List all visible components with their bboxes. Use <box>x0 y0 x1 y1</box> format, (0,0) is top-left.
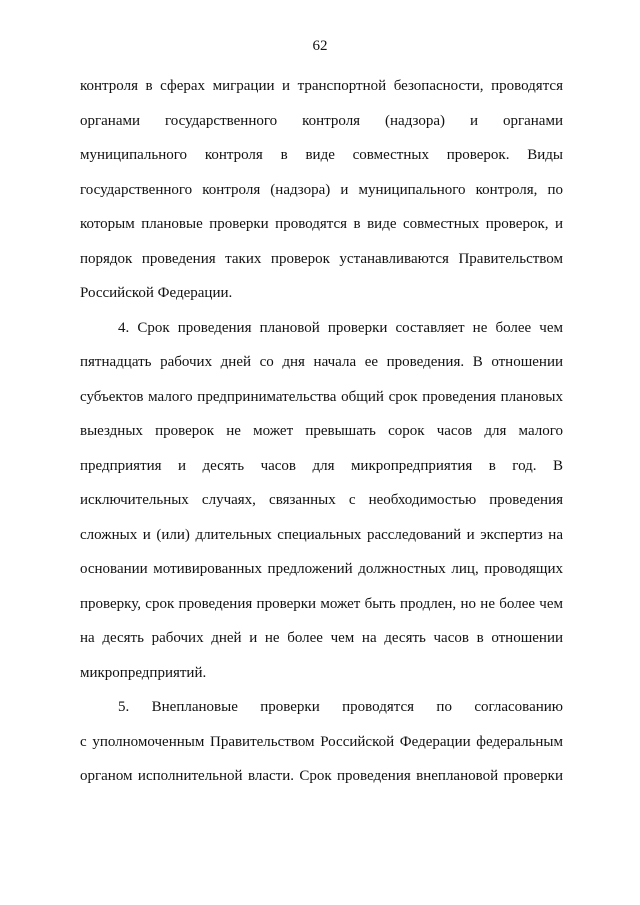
paragraph-4-line-11: микропредприятий. <box>80 664 207 681</box>
paragraph-5-line-2: с уполномоченным Правительством Российской Федерации федеральным <box>80 733 563 750</box>
paragraph-4-line-8: основании мотивированных предложений должностных лиц, проводящих <box>80 561 563 577</box>
paragraph-4-line-7: сложных и (или) длительных специальных расследований и экспертиз на <box>80 526 563 543</box>
page-number: 62 <box>312 38 328 54</box>
paragraph-4-line-2: пятнадцать рабочих дней со дня начала ее проведения. В отношении <box>80 354 563 370</box>
paragraph-5-line-1: 5. Внеплановые проверки проводятся по согласованию <box>118 699 563 715</box>
paragraph-4-line-4: выездных проверок не может превышать сорок часов для малого <box>80 423 563 439</box>
text-line-7: Российской Федерации. <box>80 285 233 301</box>
text-line-2: органами государственного контроля (надзора) и органами <box>80 112 563 129</box>
text-line-1: контроля в сферах миграции и транспортной безопасности, проводятся <box>80 78 563 94</box>
paragraph-4-line-10: на десять рабочих дней и не более чем на десять часов в отношении <box>80 630 563 646</box>
paragraph-4-line-3: субъектов малого предпринимательства общий срок проведения плановых <box>80 388 563 405</box>
document-body <box>80 69 563 794</box>
paragraph-4-line-6: исключительных случаях, связанных с необходимостью проведения <box>80 492 563 508</box>
paragraph-4-line-5: предприятия и десять часов для микропредприятия в год. В <box>80 457 563 474</box>
paragraph-5-line-3: органом исполнительной власти. Срок проведения внеплановой проверки <box>80 768 563 784</box>
text-line-5: которым плановые проверки проводятся в виде совместных проверок, и <box>80 216 563 232</box>
paragraph-4-line-9: проверку, срок проведения проверки может быть продлен, но не более чем <box>80 595 563 612</box>
text-line-6: порядок проведения таких проверок устанавливаются Правительством <box>80 250 563 267</box>
text-line-3: муниципального контроля в виде совместных проверок. Виды <box>80 147 563 163</box>
paragraph-4-line-1: 4. Срок проведения плановой проверки составляет не более чем <box>118 319 563 336</box>
text-line-4: государственного контроля (надзора) и муниципального контроля, по <box>80 181 563 198</box>
